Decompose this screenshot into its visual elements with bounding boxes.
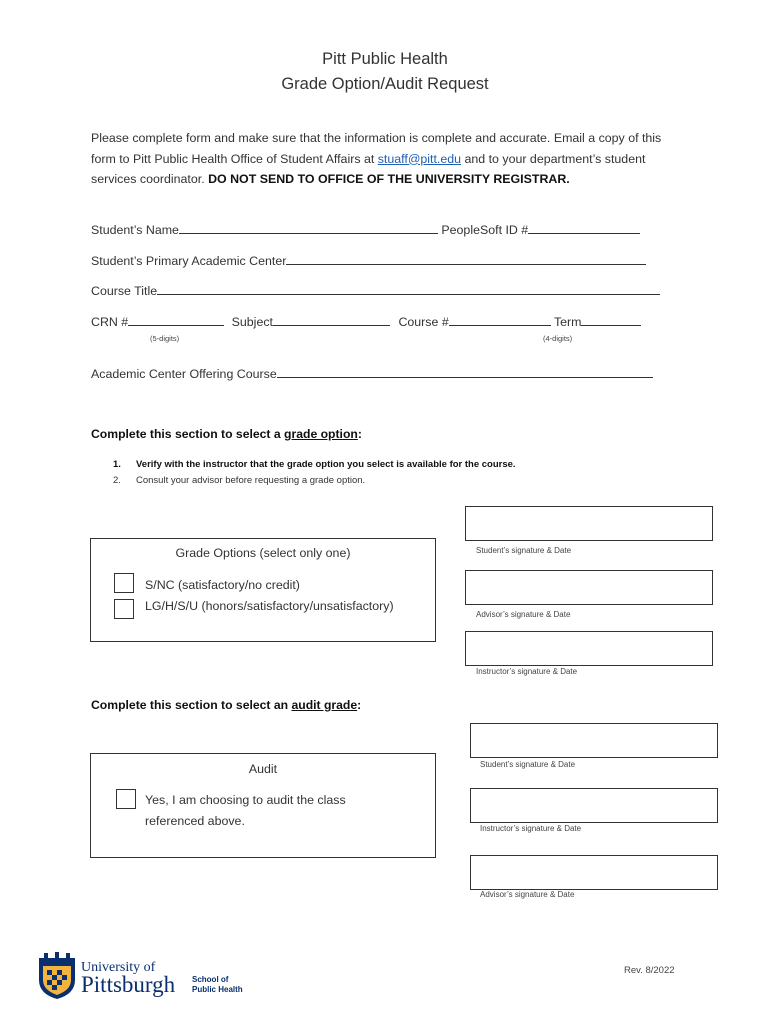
course-number-hint: (4-digits) bbox=[543, 334, 573, 343]
step-2-number: 2. bbox=[113, 475, 121, 486]
course-title-field[interactable] bbox=[157, 283, 660, 295]
page-title: Pitt Public Health bbox=[322, 50, 448, 68]
audit-option-line2: referenced above. bbox=[145, 814, 245, 828]
audit-checkbox[interactable] bbox=[116, 789, 136, 809]
registrar-warning: DO NOT SEND TO OFFICE OF THE UNIVERSITY REGISTRAR. bbox=[208, 172, 570, 186]
offering-center-field[interactable] bbox=[277, 366, 653, 378]
subject-label: Subject bbox=[231, 315, 273, 329]
crn-label: CRN # bbox=[91, 315, 129, 329]
grade-instructor-signature-label: Instructor’s signature & Date bbox=[476, 667, 578, 676]
revision-date: Rev. 8/2022 bbox=[624, 965, 675, 976]
pitt-shield-icon bbox=[37, 952, 77, 1000]
audit-instructor-signature-label: Instructor’s signature & Date bbox=[480, 824, 582, 833]
subject-field[interactable] bbox=[273, 314, 390, 326]
offering-center-label: Academic Center Offering Course bbox=[91, 367, 277, 381]
primary-center-label: Student’s Primary Academic Center bbox=[91, 254, 287, 268]
grade-section-heading bbox=[91, 427, 362, 441]
course-title-label: Course Title bbox=[91, 284, 158, 298]
letter-grade-checkbox[interactable] bbox=[114, 599, 134, 619]
audit-option-line1: Yes, I am choosing to audit the class bbox=[145, 793, 346, 807]
grade-instructor-signature-field[interactable] bbox=[465, 631, 713, 666]
crn-hint: (5-digits) bbox=[150, 334, 180, 343]
peoplesoft-id-field[interactable] bbox=[528, 222, 640, 234]
course-number-field[interactable] bbox=[449, 314, 551, 326]
step-2 bbox=[113, 475, 365, 486]
instructions-text: Please complete form and make sure that the information is complete and accurate. Email a copy of this form to Pitt Public Health Office of Student Affairs at bbox=[91, 131, 662, 166]
grade-options-box bbox=[90, 538, 436, 642]
grade-student-signature-label: Student’s signature & Date bbox=[476, 546, 572, 555]
term-label: Term bbox=[553, 315, 582, 329]
step-1-number: 1. bbox=[113, 459, 121, 470]
email-link[interactable]: stuaff@pitt.edu bbox=[377, 151, 462, 166]
audit-heading-text: Complete this section to select an bbox=[91, 698, 292, 712]
sat-no-credit-checkbox[interactable] bbox=[114, 573, 134, 593]
instructions-paragraph bbox=[91, 128, 671, 190]
course-number-label: Course # bbox=[398, 315, 449, 329]
primary-center-row bbox=[91, 253, 646, 268]
grade-options-title: Grade Options (select only one) bbox=[175, 546, 351, 560]
page-subtitle: Grade Option/Audit Request bbox=[281, 75, 489, 93]
student-name-field[interactable] bbox=[179, 222, 438, 234]
peoplesoft-id-label: PeopleSoft ID # bbox=[441, 223, 529, 237]
step-1-text: Verify with the instructor that the grade option you select is available for the course. bbox=[136, 459, 516, 470]
grade-heading-colon: : bbox=[357, 427, 362, 441]
grade-student-signature-field[interactable] bbox=[465, 506, 713, 541]
course-title-row bbox=[91, 283, 660, 298]
audit-heading-emphasis: audit grade bbox=[291, 698, 358, 712]
logo-public-health: Public Health bbox=[192, 985, 243, 994]
logo-pittsburgh: Pittsburgh bbox=[81, 972, 176, 997]
audit-instructor-signature-field[interactable] bbox=[470, 788, 718, 823]
logo-school-of: School of bbox=[192, 975, 229, 984]
student-name-row bbox=[91, 222, 640, 237]
grade-advisor-signature-label: Advisor’s signature & Date bbox=[476, 610, 571, 619]
grade-heading-emphasis: grade option bbox=[284, 427, 358, 441]
audit-box bbox=[90, 753, 436, 858]
sat-no-credit-label: S/NC (satisfactory/no credit) bbox=[145, 578, 300, 592]
audit-section-heading bbox=[91, 698, 361, 712]
crn-field[interactable] bbox=[128, 314, 224, 326]
term-field[interactable] bbox=[581, 314, 641, 326]
primary-center-field[interactable] bbox=[286, 253, 646, 265]
audit-advisor-signature-field[interactable] bbox=[470, 855, 718, 890]
audit-heading-colon: : bbox=[357, 698, 362, 712]
offering-center-row bbox=[91, 366, 653, 381]
step-1 bbox=[113, 459, 516, 470]
instructions-text-2: and to your department’s student services coordinator. bbox=[91, 151, 646, 186]
audit-student-signature-field[interactable] bbox=[470, 723, 718, 758]
step-2-text: Consult your advisor before requesting a grade option. bbox=[136, 475, 366, 486]
grade-advisor-signature-field[interactable] bbox=[465, 570, 713, 605]
audit-box-title: Audit bbox=[248, 762, 278, 776]
grade-heading-text: Complete this section to select a bbox=[91, 427, 285, 441]
logo-university-of: University of bbox=[81, 960, 156, 975]
course-details-row bbox=[91, 314, 641, 329]
letter-grade-label: LG/H/S/U (honors/satisfactory/unsatisfactory) bbox=[145, 599, 394, 613]
audit-advisor-signature-label: Advisor’s signature & Date bbox=[480, 890, 575, 899]
student-name-label: Student’s Name bbox=[91, 223, 179, 237]
audit-student-signature-label: Student’s signature & Date bbox=[480, 760, 576, 769]
